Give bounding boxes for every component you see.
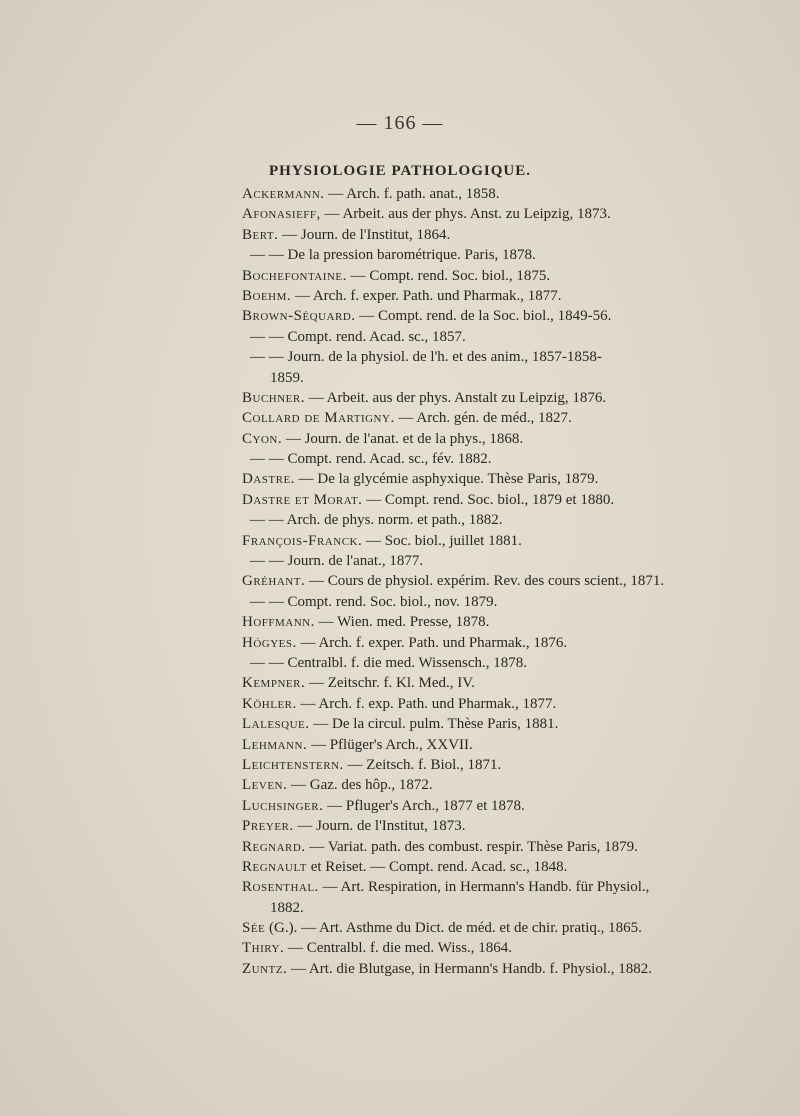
reference-line [242,204,682,224]
reference-author: Bochefontaine. [242,267,347,284]
reference-author: Regnault [242,858,307,875]
reference-line [242,368,682,388]
reference-line [242,918,682,938]
reference-text: — Compt. rend. Soc. biol., 1875. [346,267,551,284]
reference-line [242,714,682,734]
reference-text: — Arch. f. exper. Path. und Pharmak., 1877. [291,287,562,304]
reference-author: Lalesque. [242,716,310,733]
reference-line [242,959,682,979]
reference-author: Hógyes. [242,634,297,651]
reference-text: — Pfluger's Arch., 1877 et 1878. [323,797,525,814]
reference-author: Preyer. [242,818,294,835]
reference-text: — Journ. de l'Institut, 1864. [278,226,451,243]
reference-text: — Arbeit. aus der phys. Anstalt zu Leipzig, 1876. [304,389,607,406]
reference-text: et Reiset. — Compt. rend. Acad. sc., 1848. [306,858,568,875]
reference-text: — — Journ. de l'anat., 1877. [250,553,424,570]
reference-line [242,775,682,795]
reference-author: Dastre. [242,471,295,488]
reference-line [242,857,682,877]
reference-line [242,592,682,612]
reference-text: — — Journ. de la physiol. de l'h. et des anim., 1857-1858- [250,349,602,366]
reference-line [242,694,682,714]
reference-line [242,245,682,265]
reference-author: Leven. [242,777,288,794]
reference-line [242,653,682,673]
reference-text: — Wien. med. Presse, 1878. [314,614,490,631]
reference-line [242,877,682,897]
reference-text: (G.). — Art. Asthme du Dict. de méd. et de chir. pratiq., 1865. [265,920,642,937]
reference-text: — Zeitsch. f. Biol., 1871. [343,756,502,773]
reference-line [242,388,682,408]
reference-author: Dastre et Morat. [242,491,363,508]
reference-author: Sée [242,920,266,937]
reference-line [242,755,682,775]
reference-author: François-Franck. [242,532,363,549]
reference-author: Köhler. [242,695,297,712]
reference-author: Kempner. [242,675,306,692]
reference-line [242,184,682,204]
section-title: PHYSIOLOGIE PATHOLOGIQUE. [269,163,531,179]
reference-line [242,551,682,571]
reference-line [242,408,682,428]
reference-text: — Arch. f. path. anat., 1858. [324,186,500,202]
reference-line [242,938,682,958]
reference-text: — Zeitschr. f. Kl. Med., IV. [305,675,475,692]
reference-text: — Art. die Blutgase, in Hermann's Handb. f. Physiol., 1882. [287,960,653,977]
reference-text: — Pflüger's Arch., XXVII. [307,736,473,753]
reference-text: — Arch. f. exper. Path. und Pharmak., 1876. [296,634,568,651]
reference-text: — Journ. de l'Institut, 1873. [293,818,466,835]
reference-author: Leichtenstern. [242,756,344,773]
reference-text: 1882. [270,899,304,916]
reference-line [242,429,682,449]
reference-author: Bert. [242,226,279,243]
reference-line [242,531,682,551]
reference-text: — Arch. f. exp. Path. und Pharmak., 1877. [296,695,557,712]
reference-text: — Compt. rend. Soc. biol., 1879 et 1880. [362,491,615,508]
reference-author: Buchner. [242,389,305,406]
reference-line [242,633,682,653]
reference-text: — Arch. gén. de méd., 1827. [394,410,572,427]
reference-text: — Cours de physiol. expérim. Rev. des cours scient., 1871. [305,573,665,590]
reference-line [242,286,682,306]
reference-text: — — Compt. rend. Acad. sc., 1857. [250,328,466,345]
reference-author: Boehm. [242,287,292,304]
reference-line [242,225,682,245]
reference-text: — Arbeit. aus der phys. Anst. zu Leipzig, 1873. [320,206,611,223]
reference-author: Rosenthal. [242,879,319,896]
reference-line [242,327,682,347]
reference-line [242,510,682,530]
reference-author: Luchsinger. [242,797,324,814]
reference-line [242,490,682,510]
reference-line [242,898,682,918]
reference-text: — Centralbl. f. die med. Wiss., 1864. [284,940,513,957]
reference-line [242,673,682,693]
reference-author: Hoffmann. [242,614,315,631]
reference-author: Cyon. [242,430,283,447]
reference-line [242,571,682,591]
reference-line [242,266,682,286]
reference-line [242,612,682,632]
reference-list [242,184,682,979]
reference-text: — — Compt. rend. Soc. biol., nov. 1879. [250,593,498,610]
reference-text: — — Centralbl. f. die med. Wissensch., 1878. [250,654,527,671]
reference-author: Thiry. [242,940,285,957]
reference-text: — De la glycémie asphyxique. Thèse Paris, 1879. [294,471,599,488]
reference-text: — Gaz. des hôp., 1872. [287,777,433,794]
reference-author: Regnard. [242,838,306,855]
reference-author: Ackermann. [242,186,325,202]
reference-line [242,816,682,836]
reference-line [242,469,682,489]
reference-text: — Art. Respiration, in Hermann's Handb. für Physiol., [318,879,650,896]
page-number: — 166 — [356,112,444,134]
reference-line [242,449,682,469]
reference-author: Collard de Martigny. [242,410,395,427]
reference-line [242,306,682,326]
reference-text: — — Compt. rend. Acad. sc., fév. 1882. [250,451,492,468]
reference-text: — — Arch. de phys. norm. et path., 1882. [250,512,503,529]
reference-author: Gréhant. [242,573,306,590]
reference-author: Afonasieff, [242,206,321,223]
reference-line [242,837,682,857]
reference-text: — Soc. biol., juillet 1881. [362,532,522,549]
reference-text: — De la circul. pulm. Thèse Paris, 1881. [309,716,559,733]
reference-author: Brown-Séquard. [242,308,356,325]
reference-text: — Journ. de l'anat. et de la phys., 1868. [282,430,524,447]
reference-author: Zuntz. [242,960,288,977]
reference-text: — Compt. rend. de la Soc. biol., 1849-56. [355,308,612,325]
reference-text: — — De la pression barométrique. Paris, 1878. [250,247,536,264]
reference-text: — Variat. path. des combust. respir. Thèse Paris, 1879. [305,838,638,855]
reference-line [242,347,682,367]
reference-line [242,735,682,755]
reference-text: 1859. [270,369,304,386]
reference-author: Lehmann. [242,736,308,753]
reference-line [242,796,682,816]
